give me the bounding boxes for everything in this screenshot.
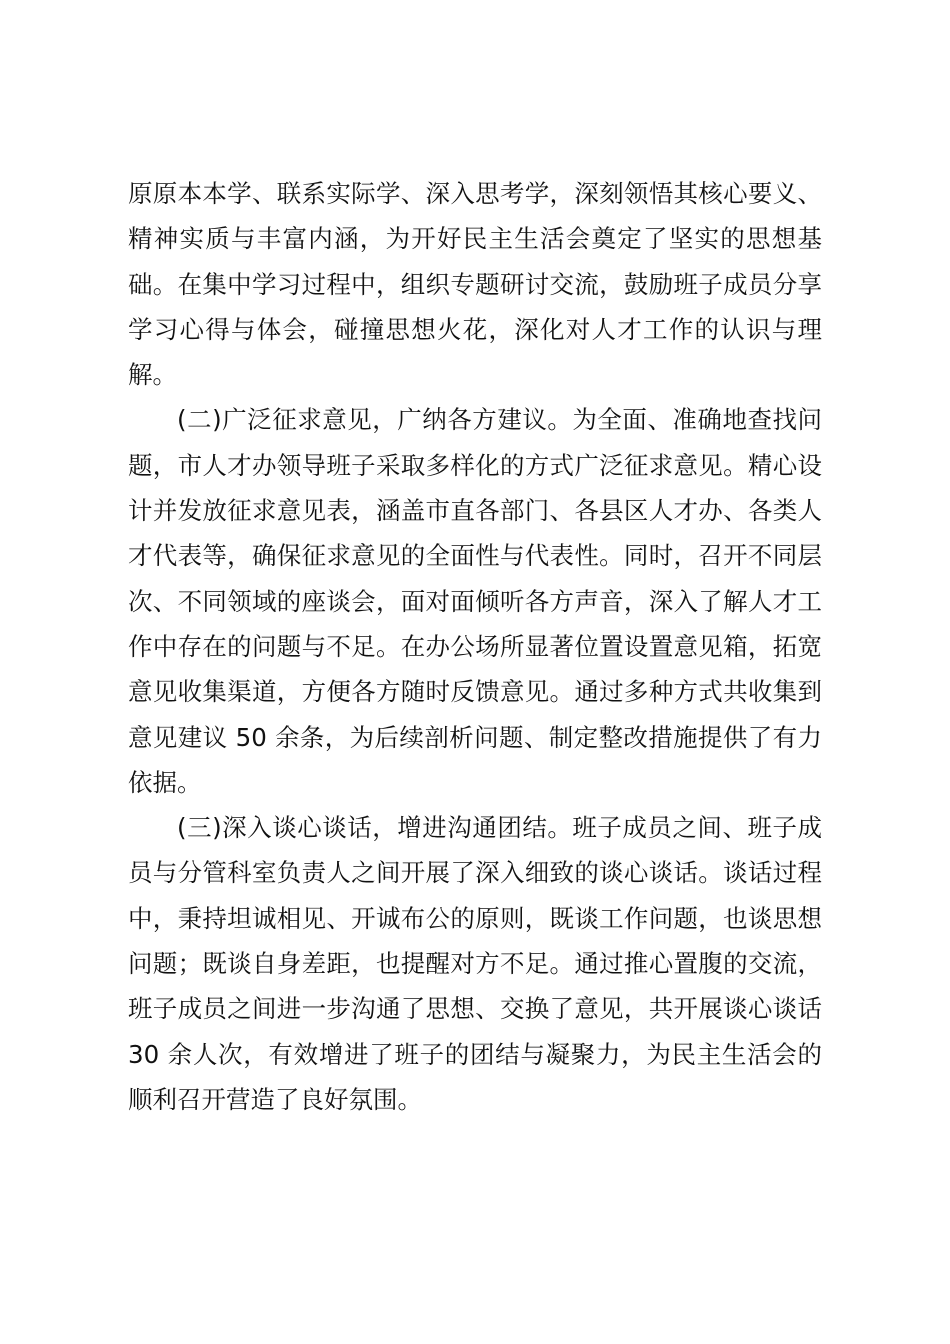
paragraph-section-2: (二)广泛征求意见，广纳各方建议。为全面、准确地查找问题，市人才办领导班子采取多样化的方式广泛征求意见。精心设计并发放征求意见表，涵盖市直各部门、各县区人才办、各类人才代表等，确保征求意见的全面性与代表性。同时，召开不同层次、不同领域的座谈会，面对面倾听各方声音，深入了解人才工作中存在的问题与不足。在办公场所显著位置设置意见箱，拓宽意见收集渠道，方便各方随时反馈意见。通过多种方式共收集到意见建议 50 余条，为后续剖析问题、制定整改措施提供了有力依据。: [128, 405, 822, 797]
paragraph-continued: 原原本本学、联系实际学、深入思考学，深刻领悟其核心要义、精神实质与丰富内涵，为开好民主生活会奠定了坚实的思想基础。在集中学习过程中，组织专题研讨交流，鼓励班子成员分享学习心得与体会，碰撞思想火花，深化对人才工作的认识与理解。: [128, 179, 822, 390]
document-body: [128, 171, 822, 1122]
paragraph-section-3: (三)深入谈心谈话，增进沟通团结。班子成员之间、班子成员与分管科室负责人之间开展了深入细致的谈心谈话。谈话过程中，秉持坦诚相见、开诚布公的原则，既谈工作问题，也谈思想问题；既谈自身差距，也提醒对方不足。通过推心置腹的交流，班子成员之间进一步沟通了思想、交换了意见，共开展谈心谈话 30 余人次，有效增进了班子的团结与凝聚力，为民主生活会的顺利召开营造了良好氛围。: [128, 813, 822, 1114]
